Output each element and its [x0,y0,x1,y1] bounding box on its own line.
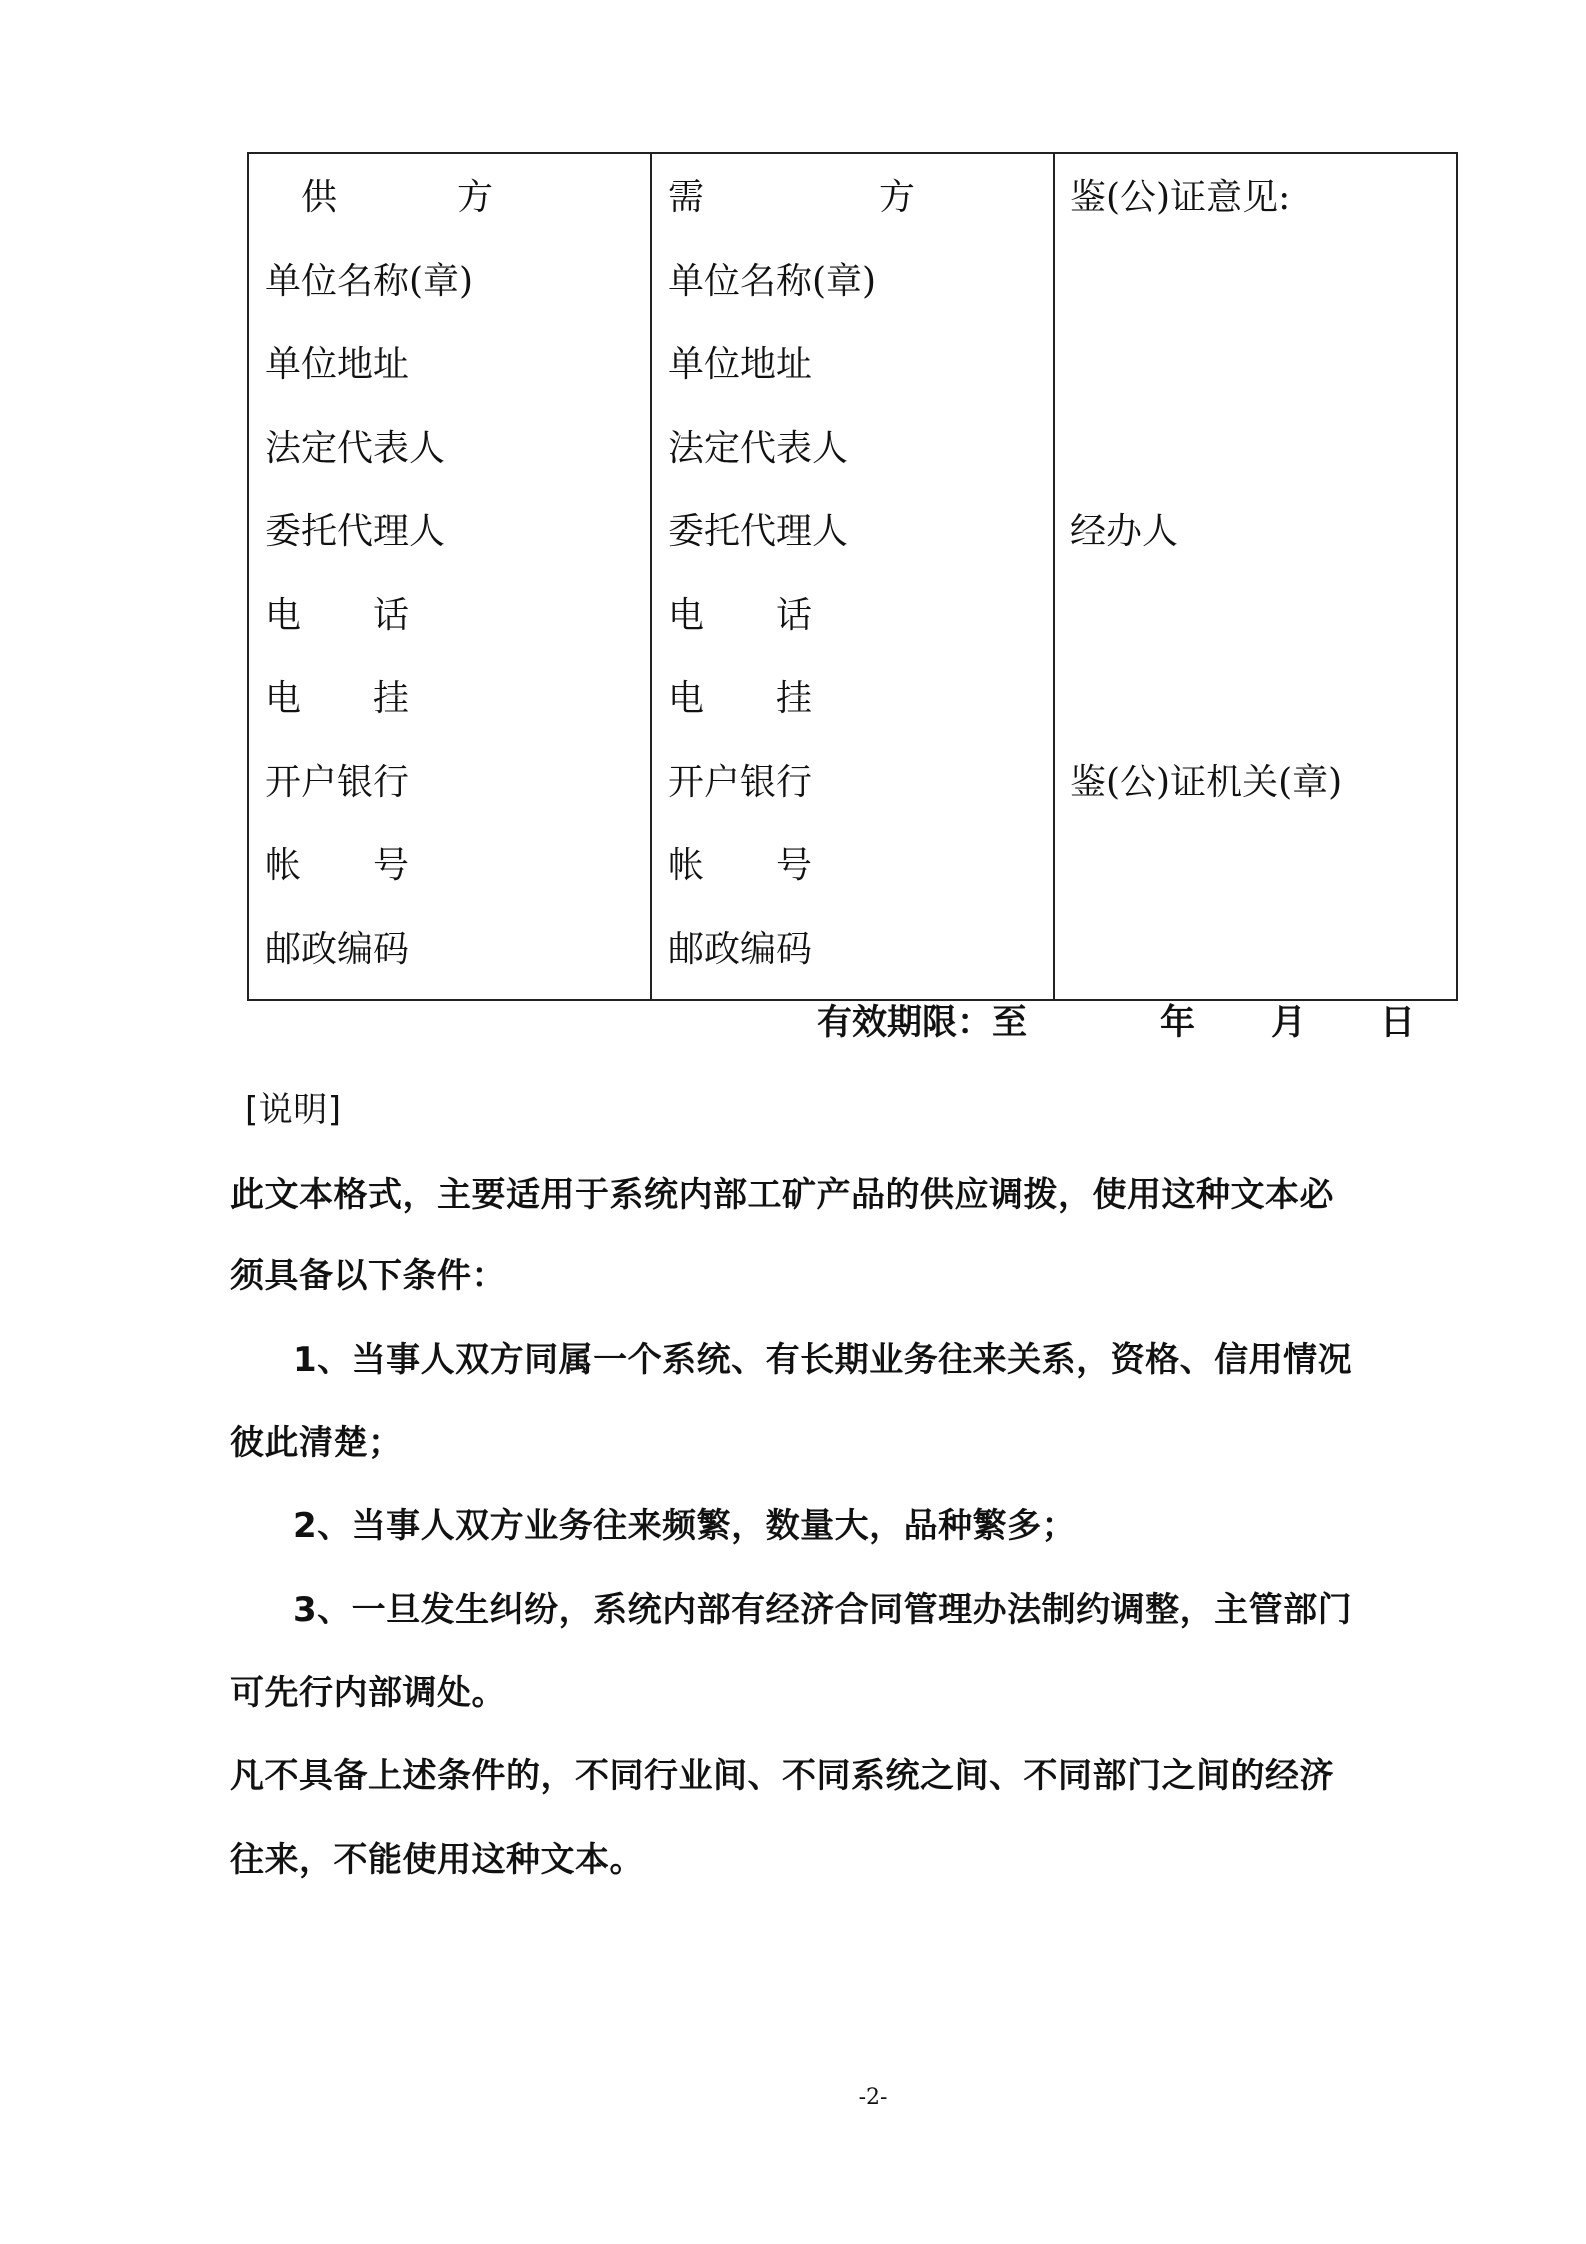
contract-signature-table [247,152,1458,1001]
page-number: -2- [858,2085,888,2110]
supplier-column [248,153,651,1000]
demander-column [651,153,1054,1000]
supplier-phone-label: 电 话 [265,594,410,636]
note-intro-line2: 须具备以下条件： [230,1256,506,1296]
notary-opinion-label: 鉴(公)证意见: [1070,177,1291,218]
validity-month: 月 [1271,1003,1307,1043]
validity-period [817,998,1415,1048]
note-outro-line2: 往来，不能使用这种文本。 [230,1840,644,1880]
validity-year: 年 [1160,1003,1196,1043]
supplier-postcode-label: 邮政编码 [265,928,410,970]
validity-label: 有效期限：至 [817,1003,1028,1043]
note-item1-line2: 彼此清楚； [230,1423,403,1463]
notary-authority-label: 鉴(公)证机关(章) [1070,761,1343,803]
note-outro-line1: 凡不具备上述条件的，不同行业间、不同系统之间、不同部门之间的经济 [230,1756,1334,1796]
demander-legal-rep-label: 法定代表人 [668,427,849,469]
supplier-header: 供 方 [301,177,494,218]
notary-column [1054,153,1457,1000]
note-item3-line2: 可先行内部调处。 [230,1673,506,1713]
demander-phone-label: 电 话 [668,594,813,636]
supplier-legal-rep-label: 法定代表人 [265,427,446,469]
demander-account-label: 帐 号 [668,845,813,886]
demander-header: 需 方 [668,177,916,218]
supplier-unit-name-label: 单位名称(章) [265,260,474,302]
supplier-account-label: 帐 号 [265,845,410,886]
validity-day: 日 [1380,1003,1416,1043]
note-item1-line1: 1、当事人双方同属一个系统、有长期业务往来关系，资格、信用情况 [293,1340,1353,1380]
demander-agent-label: 委托代理人 [668,511,849,552]
supplier-agent-label: 委托代理人 [265,511,446,552]
demander-postcode-label: 邮政编码 [668,928,813,970]
note-heading: [说明] [245,1090,342,1130]
note-item2: 2、当事人双方业务往来频繁，数量大，品种繁多； [293,1506,1077,1546]
demander-unit-name-label: 单位名称(章) [668,260,877,302]
demander-bank-label: 开户银行 [668,761,813,803]
note-item3-line1: 3、一旦发生纠纷，系统内部有经济合同管理办法制约调整，主管部门 [293,1590,1353,1630]
supplier-bank-label: 开户银行 [265,761,410,803]
notary-handler-label: 经办人 [1070,511,1179,552]
demander-unit-address-label: 单位地址 [668,344,813,385]
supplier-unit-address-label: 单位地址 [265,344,410,385]
supplier-telegraph-label: 电 挂 [265,678,410,719]
demander-telegraph-label: 电 挂 [668,678,813,719]
note-intro-line1: 此文本格式，主要适用于系统内部工矿产品的供应调拨，使用这种文本必 [230,1175,1334,1215]
